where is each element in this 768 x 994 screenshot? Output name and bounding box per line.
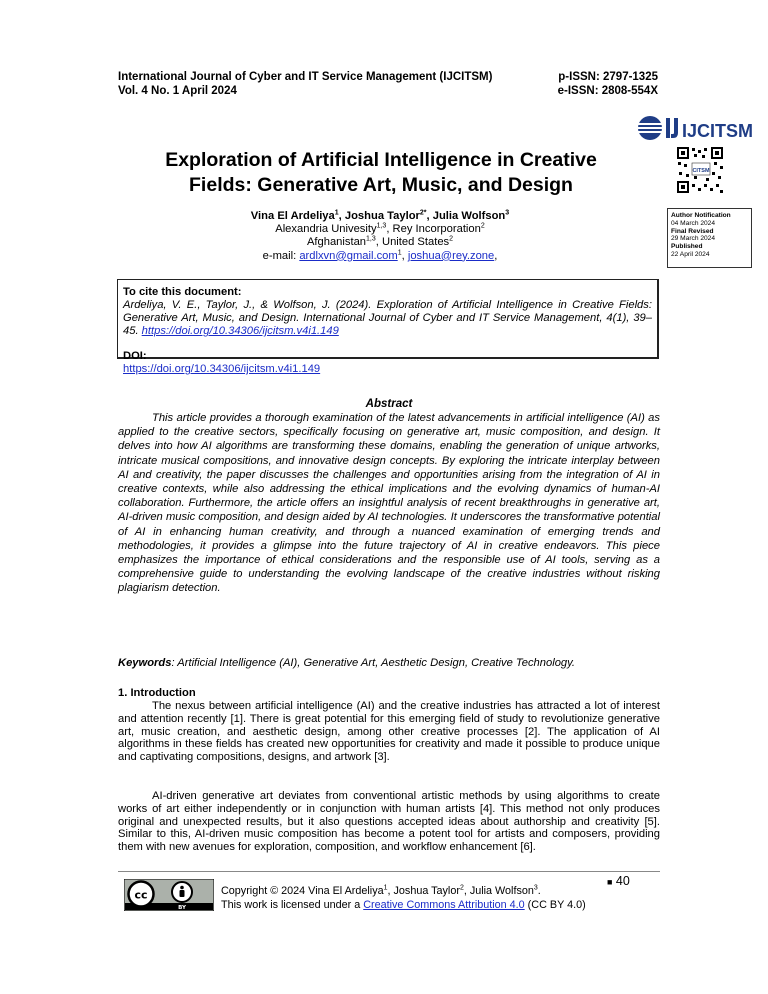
author-2-sup: 2* (419, 209, 427, 217)
license-link[interactable]: Creative Commons Attribution 4.0 (363, 898, 525, 911)
keywords-text: : Artificial Intelligence (AI), Generative Art, Aesthetic Design, Creative Technology. (171, 657, 576, 669)
page-number-value: 40 (615, 874, 630, 888)
intro-paragraph-1: The nexus between artificial intelligence (AI) and the creative industries has attracted a lot of interest and attention recently [1]. There is great potential for this emerging field of study to revolutionize generative art, music creation, and aesthetic design, among other creative processes [2]. The application of AI algorithms in these fields has created new opportunities for creativity and made it possible to produce unique and captivating compositions, designs, and artwork [3]. (118, 700, 660, 764)
license-suffix: (CC BY 4.0) (524, 898, 586, 911)
cite-text (123, 299, 652, 338)
cc-by-license-badge[interactable] (124, 879, 214, 911)
affiliations: Alexandria Univesity$^{1,3}$, Rey Incorporation$^2$ (275, 222, 485, 236)
volume-info: Vol. 4 No. 1 April 2024 (118, 85, 237, 97)
notification-label: Author Notification (671, 212, 731, 219)
intro-paragraph-2: AI-driven generative art deviates from conventional artistic methods by using algorithms to create works of art either independently or in conjunction with human artists [4]. This method not only produces original and unexpected results, but it also questions accepted ideas about authorship and creativity [5]. Similar to this, AI-driven music composition has become a potent tool for artists and composers, providing them with new avenues for exploration, composition, and workflow enhancement [6]. (118, 790, 660, 854)
author-2: Joshua Taylor (344, 210, 420, 222)
footer-divider (118, 871, 660, 872)
published-date: 22 April 2024 (671, 250, 710, 258)
title-line-2: Fields: Generative Art, Music, and Design (189, 174, 573, 196)
affiliation-2-sup: 2 (480, 222, 485, 230)
author-block (150, 210, 610, 263)
journal-name: International Journal of Cyber and IT Service Management (IJCITSM) (118, 71, 493, 83)
copyright-sup-2: 2 (459, 884, 464, 892)
paper-title (118, 148, 644, 198)
email-label: e-mail: (262, 249, 300, 262)
running-header-left (118, 70, 492, 98)
keywords-label: Keywords (118, 657, 172, 669)
logo-text: IJCITSM (682, 121, 754, 141)
author-1: Vina El Ardeliya (250, 210, 335, 222)
country-1: Afghanistan (306, 236, 367, 249)
email-link-1[interactable]: ardlxvn@gmail.com (299, 249, 398, 262)
section-heading-introduction: 1. Introduction (118, 687, 196, 699)
abstract-body: This article provides a thorough examination of the latest advancements in artificial intelligence (AI) as applied to the creative sectors, specifically focusing on generative art, music composition, and design. It delves into how AI algorithms are transforming these domains, enabling the generation of unique artworks, intricate musical compositions, and innovative design concepts. By exploring the intricate interplay between AI and creativity, the paper discusses the challenges and opportunities arising from the integration of AI in creative contexts, while also addressing the ethical implications and the evolving dynamics of human-AI collaboration. Furthermore, the article offers an insightful analysis of recent breakthroughs in generative art, AI-driven music composition, and design aided by AI technologies. It underscores the transformative potential of AI in enhancing human creativity, and through a nuanced examination of emerging trends and methodologies, it provides a glimpse into the future trajectory of AI in creative endeavors. This piece emphasizes the importance of ethical considerations and the responsible use of AI tools, serving as a comprehensive guide to understanding the evolving landscape of the creative industries without risking plagiarism detection. (118, 412, 660, 595)
country-1-sup: 1,3 (366, 235, 376, 243)
copyright-author-2: , Joshua Taylor (387, 885, 460, 897)
pissn: p-ISSN: 2797-1325 (558, 71, 658, 83)
copyright-block (221, 885, 586, 912)
keywords (118, 657, 758, 669)
by-label: BY (178, 905, 186, 911)
author-names: Vina El Ardeliya$^1$, Joshua Taylor$^{2*}$, Julia Wolfson$^3$ (250, 209, 510, 222)
doi-link[interactable]: https://doi.org/10.34306/ijcitsm.v4i1.149 (123, 363, 321, 375)
emails: e-mail: ardlxvn@gmail.com$^1$, joshua@rey.zone, (262, 248, 498, 262)
country-2-sup: 2 (449, 235, 454, 243)
eissn: e-ISSN: 2808-554X (557, 85, 658, 97)
published-label: Published (671, 243, 703, 251)
author-3-sup: 3 (505, 209, 510, 217)
affiliation-1: Alexandria Univesity (275, 223, 377, 236)
copyright-prefix: Copyright © 2024 Vina El Ardeliya (221, 885, 384, 897)
country-2: United States (381, 236, 450, 249)
author-3: Julia Wolfson (432, 210, 506, 222)
journal-logo (636, 113, 758, 143)
email-1-sup: 1 (397, 248, 402, 256)
globe-icon (638, 116, 662, 140)
license-prefix: This work is licensed under a (221, 898, 364, 911)
affiliation-2: Rey Incorporation (392, 223, 481, 236)
final-revised-label: Final Revised (671, 227, 714, 235)
page-marker: ■ (607, 877, 613, 887)
notification-date: 04 March 2024 (671, 219, 715, 227)
author-notification-box (667, 208, 752, 268)
copyright-author-3: , Julia Wolfson (463, 885, 534, 897)
affiliation-1-sup: 1,3 (376, 222, 387, 230)
cite-label: To cite this document: (123, 286, 242, 298)
page-number (607, 874, 630, 888)
qr-code (676, 146, 724, 194)
title-line-1: Exploration of Artificial Intelligence in Creative (165, 149, 597, 171)
email-link-2[interactable]: joshua@rey.zone (407, 249, 495, 262)
running-header-right (510, 70, 658, 98)
cite-link[interactable]: https://doi.org/10.34306/ijcitsm.v4i1.149 (141, 325, 339, 337)
doi-label: DOI: (123, 350, 147, 362)
copyright-sup-1: 1 (383, 884, 388, 892)
qr-label: CITSM (692, 168, 710, 174)
abstract-heading: Abstract (365, 398, 413, 410)
copyright-end: . (537, 885, 541, 897)
cc-label: cc (134, 888, 148, 902)
copyright-line (221, 885, 586, 899)
countries: Afghanistan$^{1,3}$, United States$^2$ (306, 235, 454, 249)
copyright-sup-3: 3 (533, 884, 538, 892)
citation-box (117, 279, 659, 375)
license-line (221, 899, 586, 913)
final-revised-date: 29 March 2024 (671, 235, 715, 243)
cite-reference: Ardeliya, V. E., Taylor, J., & Wolfson, J. (2024). Exploration of Artificial Intelligence in Creative Fields: Generative Art, Music, and Design. International Journal of Cyber and IT Service Management, 4(1), 39–45. (123, 299, 652, 337)
author-1-sup: 1 (334, 209, 339, 217)
